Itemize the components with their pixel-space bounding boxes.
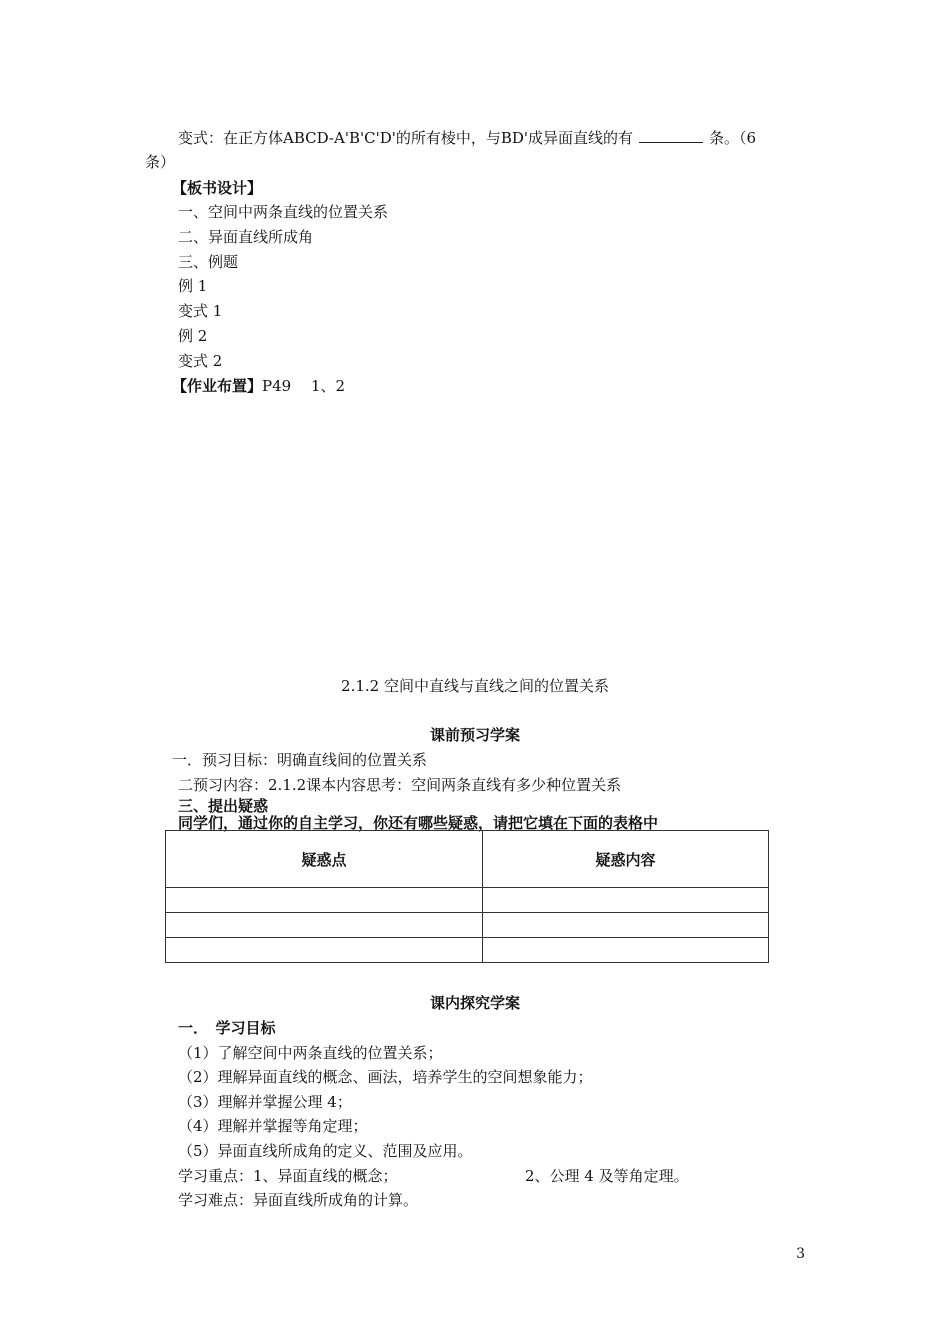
preview-goal: 一．预习目标：明确直线间的位置关系 bbox=[172, 751, 428, 769]
board-item: 变式 1 bbox=[178, 302, 223, 320]
table-cell[interactable] bbox=[166, 913, 483, 938]
answer-blank bbox=[639, 128, 703, 143]
homework bbox=[172, 376, 345, 396]
table-cell[interactable] bbox=[166, 938, 483, 963]
inquiry-title: 课内探究学案 bbox=[429, 994, 520, 1012]
table-row bbox=[166, 938, 769, 963]
preview-title: 课前预习学案 bbox=[429, 726, 520, 744]
preview-content: 二预习内容：2.1.2课本内容思考：空间两条直线有多少种位置关系 bbox=[178, 776, 622, 794]
table-cell[interactable] bbox=[483, 888, 769, 913]
section-title: 2.1.2 空间中直线与直线之间的位置关系 bbox=[341, 677, 609, 695]
variation-text: 变式：在正方体ABCD-A'B'C'D'的所有棱中，与BD'成异面直线的有 bbox=[178, 129, 634, 147]
variation-text-end: 条。（6 bbox=[709, 129, 757, 147]
goals-heading: 一． 学习目标 bbox=[178, 1019, 276, 1037]
page-number: 3 bbox=[796, 1246, 805, 1262]
header-doubt-content: 疑惑内容 bbox=[483, 831, 769, 888]
doubt-instruction: 同学们，通过你的自主学习，你还有哪些疑惑，请把它填在下面的表格中 bbox=[178, 814, 659, 832]
variation-question bbox=[178, 128, 756, 148]
board-design-heading: 【板书设计】 bbox=[172, 179, 263, 197]
table-header-row bbox=[166, 831, 769, 888]
board-item: 一、空间中两条直线的位置关系 bbox=[178, 203, 389, 221]
goal-item: （2）理解异面直线的概念、画法，培养学生的空间想象能力； bbox=[178, 1068, 593, 1086]
doubt-table bbox=[165, 830, 769, 963]
goal-item: （5）异面直线所成角的定义、范围及应用。 bbox=[178, 1142, 473, 1160]
variation-continuation: 条） bbox=[145, 153, 176, 171]
goal-item: （1）了解空间中两条直线的位置关系； bbox=[178, 1044, 443, 1062]
board-item: 例 1 bbox=[178, 277, 208, 295]
table-row bbox=[166, 888, 769, 913]
board-item: 例 2 bbox=[178, 327, 208, 345]
difficulty: 学习难点：异面直线所成角的计算。 bbox=[178, 1191, 419, 1209]
table-cell[interactable] bbox=[483, 913, 769, 938]
homework-text: P49 1、2 bbox=[262, 377, 346, 395]
board-item: 变式 2 bbox=[178, 352, 223, 370]
board-item: 三、例题 bbox=[178, 253, 239, 271]
homework-label: 【作业布置】 bbox=[172, 377, 263, 395]
header-doubt-point: 疑惑点 bbox=[166, 831, 483, 888]
key-point-2: 2、公理 4 及等角定理。 bbox=[525, 1167, 689, 1185]
goal-item: （4）理解并掌握等角定理； bbox=[178, 1117, 368, 1135]
goal-item: （3）理解并掌握公理 4； bbox=[178, 1093, 352, 1111]
board-item: 二、异面直线所成角 bbox=[178, 228, 314, 246]
table-cell[interactable] bbox=[166, 888, 483, 913]
table-row bbox=[166, 913, 769, 938]
table-cell[interactable] bbox=[483, 938, 769, 963]
doubt-heading: 三、提出疑惑 bbox=[178, 797, 269, 815]
key-point-1: 学习重点：1、异面直线的概念； bbox=[178, 1167, 398, 1185]
